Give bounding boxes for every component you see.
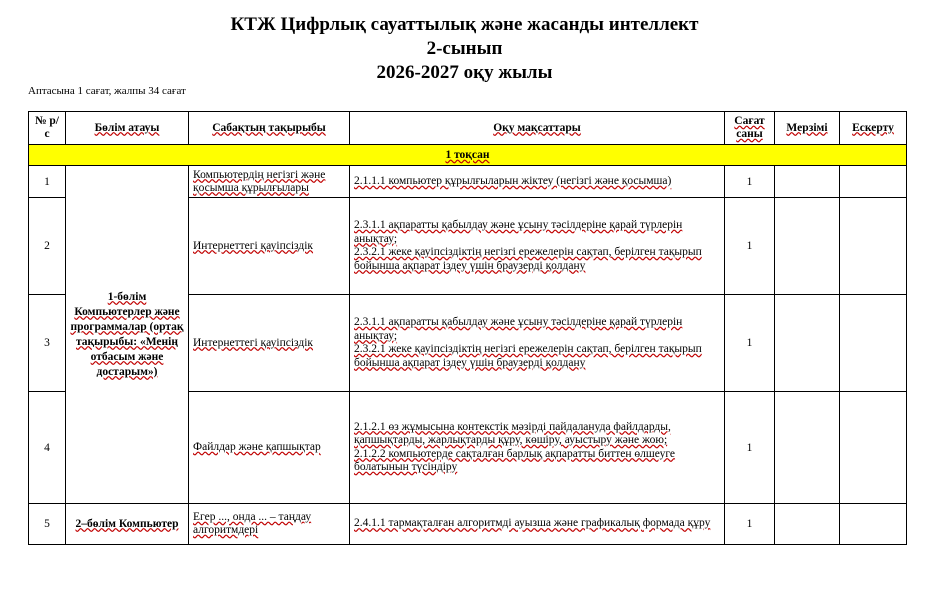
learning-objectives: 2.4.1.1 тармақталған алгоритмді ауызша және графикалық формада құру — [350, 504, 725, 545]
quarter-row — [29, 145, 907, 166]
lesson-topic: Интернеттегі қауіпсіздік — [189, 198, 350, 295]
hours-count: 1 — [725, 392, 775, 504]
col-topic: Сабақтың тақырыбы — [189, 112, 350, 145]
row-number: 3 — [29, 295, 66, 392]
hours-count: 1 — [725, 295, 775, 392]
row-number: 4 — [29, 392, 66, 504]
row-number: 1 — [29, 166, 66, 198]
plan-table — [28, 111, 907, 545]
col-objectives: Оқу мақсаттары — [350, 112, 725, 145]
hours-note: Аптасына 1 сағат, жалпы 34 сағат — [28, 85, 186, 97]
learning-objectives: 2.3.1.1 ақпаратты қабылдау және ұсыну тәсілдеріне қарай түрлерін анықтау; 2.3.2.1 жеке қауіпсіздіктің негізгі ережелерін сақтап, берілген тақырып бойынша ақпарат іздеу үшін браузерді қолдану — [350, 295, 725, 392]
quarter-label: 1 тоқсан — [29, 145, 907, 166]
date-cell — [775, 392, 840, 504]
note-cell — [840, 295, 907, 392]
lesson-topic: Файлдар және қапшықтар — [189, 392, 350, 504]
date-cell — [775, 166, 840, 198]
section-2-name: 2–бөлім Компьютер — [66, 504, 189, 545]
col-section: Бөлім атауы — [66, 112, 189, 145]
lesson-topic: Интернеттегі қауіпсіздік — [189, 295, 350, 392]
row-number: 5 — [29, 504, 66, 545]
section-1-name: 1-бөлім Компьютерлер және программалар (ортақ тақырыбы: «Менің отбасым және достарым») — [66, 166, 189, 504]
table-row — [29, 504, 907, 545]
document-title-grade: 2-сынып — [426, 38, 503, 59]
note-cell — [840, 504, 907, 545]
col-hours: Сағат саны — [725, 112, 775, 145]
date-cell — [775, 295, 840, 392]
document-title-line1: КТЖ Цифрлық сауаттылық және жасанды интеллект — [230, 14, 699, 35]
hours-count: 1 — [725, 198, 775, 295]
col-date: Мерзімі — [775, 112, 840, 145]
learning-objectives: 2.3.1.1 ақпаратты қабылдау және ұсыну тәсілдеріне қарай түрлерін анықтау; 2.3.2.1 жеке қауіпсіздіктің негізгі ережелерін сақтап, берілген тақырып бойынша ақпарат іздеу үшін браузерді қолдану — [350, 198, 725, 295]
note-cell — [840, 198, 907, 295]
col-number: № р/с — [29, 112, 66, 145]
date-cell — [775, 504, 840, 545]
document-title-year: 2026-2027 оқу жылы — [376, 62, 553, 83]
learning-objectives: 2.1.1.1 компьютер құрылғыларын жіктеу (негізгі және қосымша) — [350, 166, 725, 198]
learning-objectives: 2.1.2.1 өз жұмысына контекстік мәзірді пайдалануда файлдарды, қапшықтарды, жарлықтарды құру, көшіру, ауыстыру және жою; 2.1.2.2 компьютерде сақталған барлық ақпаратты биттен өлшеуге болатынын түсіндіру — [350, 392, 725, 504]
hours-count: 1 — [725, 166, 775, 198]
note-cell — [840, 392, 907, 504]
lesson-topic: Компьютердің негізгі және қосымша құрылғылары — [189, 166, 350, 198]
row-number: 2 — [29, 198, 66, 295]
note-cell — [840, 166, 907, 198]
hours-count: 1 — [725, 504, 775, 545]
date-cell — [775, 198, 840, 295]
table-row — [29, 166, 907, 198]
col-note: Ескерту — [840, 112, 907, 145]
lesson-topic: Егер ..., онда ... – таңдау алгоритмдері — [189, 504, 350, 545]
header-row — [29, 112, 907, 145]
